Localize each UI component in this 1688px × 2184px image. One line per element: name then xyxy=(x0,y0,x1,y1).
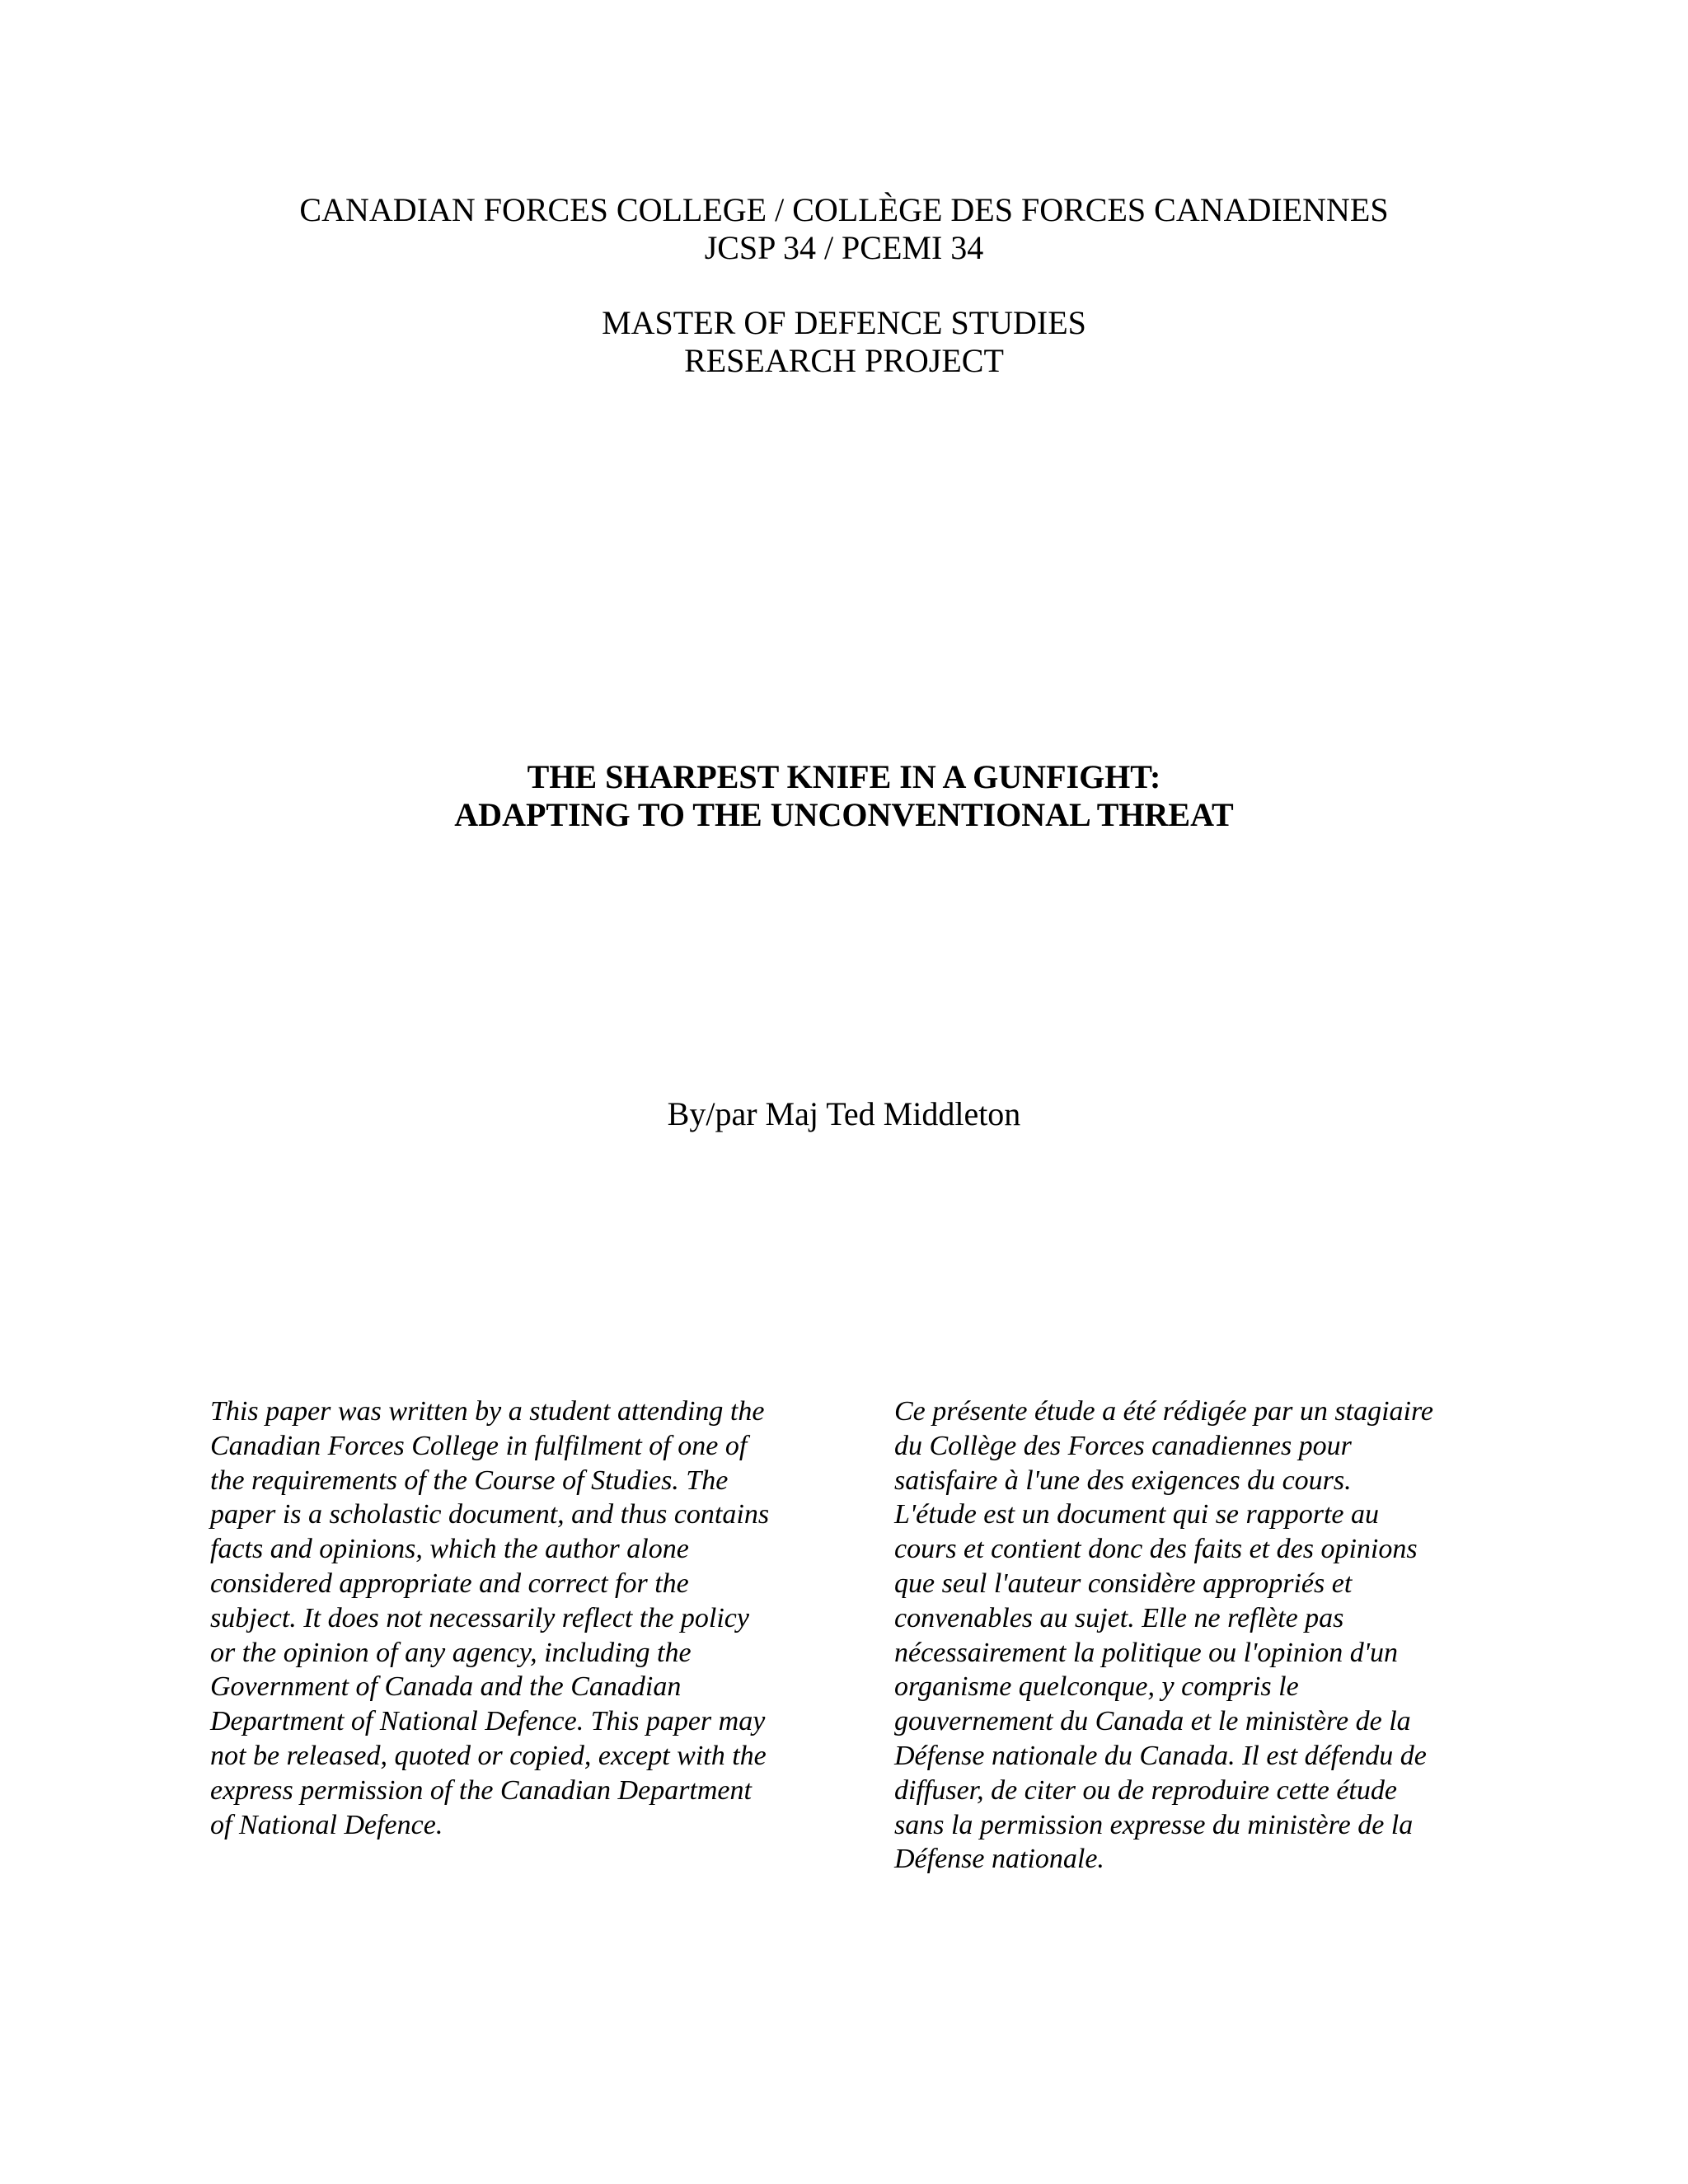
disclaimer-english xyxy=(210,1394,837,1842)
disclaimer-line: Défense nationale. xyxy=(894,1844,1104,1875)
disclaimer-line: Department of National Defence. This paper may xyxy=(210,1706,766,1737)
disclaimer-line: satisfaire à l'une des exigences du cours. xyxy=(894,1465,1352,1496)
disclaimer-line: the requirements of the Course of Studies. The xyxy=(210,1465,729,1496)
title-line-1: THE SHARPEST KNIFE IN A GUNFIGHT: xyxy=(527,758,1161,795)
disclaimer-line: Défense nationale du Canada. Il est défendu de xyxy=(894,1740,1427,1771)
disclaimer-line: diffuser, de citer ou de reproduire cette étude xyxy=(894,1774,1397,1806)
disclaimer-line: du Collège des Forces canadiennes pour xyxy=(894,1430,1352,1461)
disclaimer-line: cours et contient donc des faits et des opinions xyxy=(894,1534,1418,1565)
disclaimer-line: not be released, quoted or copied, except with the xyxy=(210,1740,767,1771)
disclaimer-line: of National Defence. xyxy=(210,1809,443,1840)
disclaimer-line: L'étude est un document qui se rapporte au xyxy=(894,1499,1380,1530)
disclaimer-line: que seul l'auteur considère appropriés et xyxy=(894,1568,1353,1599)
project-type: RESEARCH PROJECT xyxy=(684,342,1004,379)
course-name: JCSP 34 / PCEMI 34 xyxy=(704,229,984,266)
header-spacer xyxy=(0,267,1688,304)
disclaimer-line: gouvernement du Canada et le ministère de la xyxy=(894,1706,1411,1737)
disclaimer-line: facts and opinions, which the author alone xyxy=(210,1534,689,1565)
disclaimer-line: This paper was written by a student attending the xyxy=(210,1396,765,1427)
program-name: MASTER OF DEFENCE STUDIES xyxy=(602,304,1086,341)
disclaimer-line: nécessairement la politique ou l'opinion d'un xyxy=(894,1637,1399,1668)
disclaimer-line: express permission of the Canadian Department xyxy=(210,1774,752,1806)
disclaimer-french xyxy=(894,1394,1521,1877)
disclaimer-line: paper is a scholastic document, and thus contains xyxy=(210,1499,770,1530)
disclaimer-line: considered appropriate and correct for the xyxy=(210,1568,689,1599)
author-line: By/par Maj Ted Middleton xyxy=(667,1095,1021,1132)
disclaimer-line: or the opinion of any agency, including the xyxy=(210,1637,692,1668)
disclaimer-line: convenables au sujet. Elle ne reflète pas xyxy=(894,1602,1344,1633)
paper-title xyxy=(0,758,1688,834)
disclaimer-line: subject. It does not necessarily reflect the policy xyxy=(210,1602,749,1633)
disclaimer-line: Ce présente étude a été rédigée par un stagiaire xyxy=(894,1396,1434,1427)
disclaimer-line: Government of Canada and the Canadian xyxy=(210,1671,682,1703)
title-line-2: ADAPTING TO THE UNCONVENTIONAL THREAT xyxy=(454,796,1234,833)
document-header xyxy=(0,191,1688,380)
disclaimer-line: organisme quelconque, y compris le xyxy=(894,1671,1299,1703)
college-name: CANADIAN FORCES COLLEGE / COLLÈGE DES FORCES CANADIENNES xyxy=(299,191,1389,228)
disclaimer-line: Canadian Forces College in fulfilment of one of xyxy=(210,1430,748,1461)
disclaimer-line: sans la permission expresse du ministère de la xyxy=(894,1809,1414,1840)
